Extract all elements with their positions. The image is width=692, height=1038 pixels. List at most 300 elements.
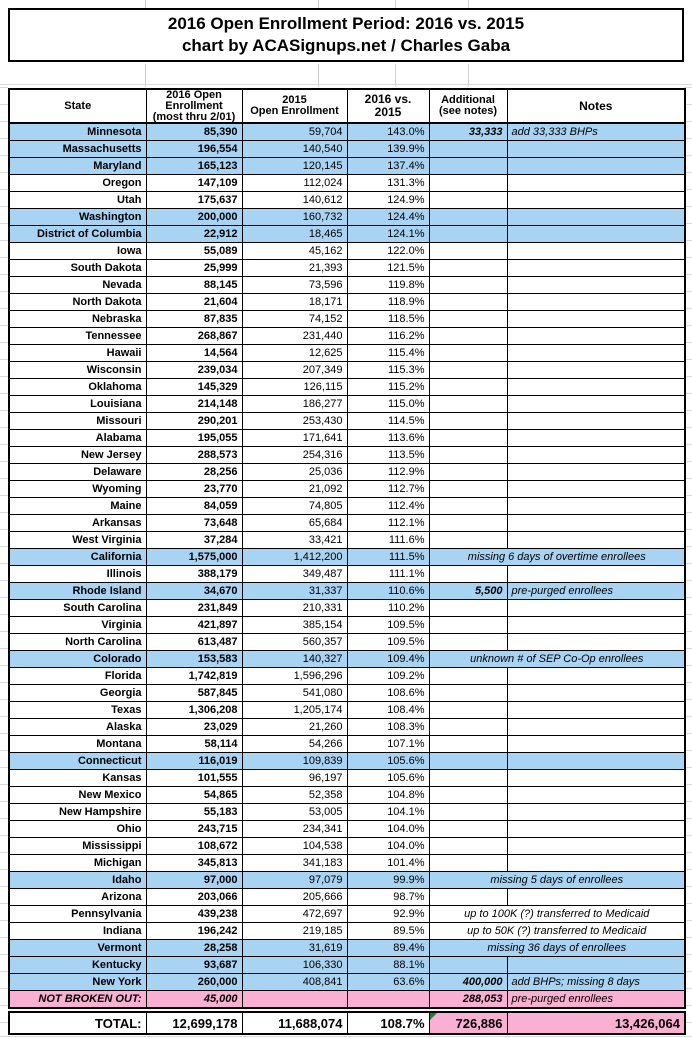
not-broken-out-label: NOT BROKEN OUT: <box>9 991 146 1009</box>
row-new-jersey <box>9 447 685 464</box>
background-gridline <box>318 64 319 87</box>
notes-cell <box>507 277 685 294</box>
notes-cell <box>507 158 685 175</box>
state-cell: Texas <box>9 702 146 719</box>
row-nebraska <box>9 311 685 328</box>
enrollment-2016-cell: 200,000 <box>146 209 242 226</box>
notes-cell <box>507 362 685 379</box>
pct-cell: 104.8% <box>347 787 429 804</box>
notes-cell <box>507 719 685 736</box>
pct-cell: 139.9% <box>347 141 429 158</box>
enrollment-2016-cell: 260,000 <box>146 974 242 991</box>
additional-cell <box>429 668 507 685</box>
row-hawaii <box>9 345 685 362</box>
enrollment-2016-cell: 58,114 <box>146 736 242 753</box>
enrollment-2016-cell: 45,000 <box>146 991 242 1009</box>
row-idaho <box>9 872 685 889</box>
enrollment-2016-cell: 421,897 <box>146 617 242 634</box>
enrollment-2015-cell: 349,487 <box>242 566 347 583</box>
row-ohio <box>9 821 685 838</box>
notes-cell <box>507 753 685 770</box>
total-pct-cell: 108.7% <box>347 1012 429 1034</box>
header-label: (most thru 2/01) <box>152 110 236 123</box>
notes-cell <box>507 855 685 872</box>
pct-cell: 112.7% <box>347 481 429 498</box>
row-california <box>9 549 685 566</box>
notes-cell <box>507 311 685 328</box>
enrollment-2015-cell: 97,079 <box>242 872 347 889</box>
state-cell: West Virginia <box>9 532 146 549</box>
notes-cell <box>507 209 685 226</box>
column-header-2016-enrollment <box>146 89 242 123</box>
pct-cell: 105.6% <box>347 770 429 787</box>
notes-cell <box>507 838 685 855</box>
enrollment-2015-cell: 53,005 <box>242 804 347 821</box>
row-mississippi <box>9 838 685 855</box>
enrollment-2015-cell: 12,625 <box>242 345 347 362</box>
enrollment-2015-cell: 109,839 <box>242 753 347 770</box>
enrollment-2015-cell: 73,596 <box>242 277 347 294</box>
enrollment-2016-cell: 14,564 <box>146 345 242 362</box>
column-header-notes <box>507 89 685 123</box>
row-delaware <box>9 464 685 481</box>
pct-cell: 108.3% <box>347 719 429 736</box>
state-cell: Ohio <box>9 821 146 838</box>
notes-cell <box>507 685 685 702</box>
enrollment-2016-cell: 85,390 <box>146 123 242 141</box>
total-row <box>9 1012 685 1034</box>
enrollment-2016-cell: 28,258 <box>146 940 242 957</box>
notes-cell <box>507 447 685 464</box>
enrollment-2016-cell: 87,835 <box>146 311 242 328</box>
state-cell: California <box>9 549 146 566</box>
pct-cell: 124.1% <box>347 226 429 243</box>
enrollment-2016-cell: 108,672 <box>146 838 242 855</box>
column-header-2016-vs-2015 <box>347 89 429 123</box>
additional-cell <box>429 175 507 192</box>
enrollment-2015-cell: 21,393 <box>242 260 347 277</box>
state-cell: New Mexico <box>9 787 146 804</box>
state-cell: Delaware <box>9 464 146 481</box>
additional-cell <box>429 702 507 719</box>
pct-cell: 143.0% <box>347 123 429 141</box>
additional-cell <box>429 243 507 260</box>
pct-cell: 111.1% <box>347 566 429 583</box>
pct-cell: 115.4% <box>347 345 429 362</box>
enrollment-2016-cell: 55,089 <box>146 243 242 260</box>
additional-cell <box>429 634 507 651</box>
enrollment-2015-cell: 140,540 <box>242 141 347 158</box>
background-gridline <box>395 64 396 87</box>
additional-cell <box>429 787 507 804</box>
state-cell: Iowa <box>9 243 146 260</box>
state-cell: Maryland <box>9 158 146 175</box>
merged-note-cell: unknown # of SEP Co-Op enrollees <box>429 651 685 668</box>
enrollment-2016-cell: 203,066 <box>146 889 242 906</box>
enrollment-2016-cell: 243,715 <box>146 821 242 838</box>
additional-cell <box>429 430 507 447</box>
state-cell: Connecticut <box>9 753 146 770</box>
additional-cell: 5,500 <box>429 583 507 600</box>
state-cell: Rhode Island <box>9 583 146 600</box>
enrollment-2015-cell: 210,331 <box>242 600 347 617</box>
state-cell: Alaska <box>9 719 146 736</box>
additional-cell <box>429 328 507 345</box>
additional-cell <box>429 855 507 872</box>
enrollment-2015-cell: 472,697 <box>242 906 347 923</box>
pct-cell <box>347 991 429 1009</box>
notes-cell <box>507 226 685 243</box>
background-gridline <box>145 64 146 87</box>
state-cell: South Carolina <box>9 600 146 617</box>
pct-cell: 116.2% <box>347 328 429 345</box>
notes-cell <box>507 668 685 685</box>
enrollment-2016-cell: 54,865 <box>146 787 242 804</box>
pct-cell: 109.2% <box>347 668 429 685</box>
row-south-carolina <box>9 600 685 617</box>
pct-cell: 121.5% <box>347 260 429 277</box>
enrollment-2016-cell: 196,242 <box>146 923 242 940</box>
row-missouri <box>9 413 685 430</box>
enrollment-2015-cell: 207,349 <box>242 362 347 379</box>
additional-cell <box>429 464 507 481</box>
total-grand-cell: 13,426,064 <box>507 1012 685 1034</box>
enrollment-2016-cell: 587,845 <box>146 685 242 702</box>
additional-cell <box>429 753 507 770</box>
chart-title-box <box>8 8 684 62</box>
merged-note-cell: up to 100K (?) transferred to Medicaid <box>429 906 685 923</box>
enrollment-2015-cell: 33,421 <box>242 532 347 549</box>
header-label: (see notes) <box>438 105 498 118</box>
state-cell: Missouri <box>9 413 146 430</box>
pct-cell: 118.5% <box>347 311 429 328</box>
additional-cell <box>429 600 507 617</box>
header-label: State <box>64 99 92 112</box>
additional-cell <box>429 294 507 311</box>
enrollment-2016-cell: 231,849 <box>146 600 242 617</box>
enrollment-2015-cell: 253,430 <box>242 413 347 430</box>
state-cell: Tennessee <box>9 328 146 345</box>
additional-cell <box>429 719 507 736</box>
pct-cell: 104.0% <box>347 838 429 855</box>
pct-cell: 124.9% <box>347 192 429 209</box>
additional-cell <box>429 736 507 753</box>
pct-cell: 109.4% <box>347 651 429 668</box>
notes-cell <box>507 957 685 974</box>
row-new-york <box>9 974 685 991</box>
merged-note-cell: missing 6 days of overtime enrollees <box>429 549 685 566</box>
additional-cell <box>429 396 507 413</box>
enrollment-2016-cell: 55,183 <box>146 804 242 821</box>
merged-note-cell: up to 50K (?) transferred to Medicaid <box>429 923 685 940</box>
pct-cell: 92.9% <box>347 906 429 923</box>
column-header-state <box>9 89 146 123</box>
notes-cell <box>507 821 685 838</box>
additional-cell <box>429 277 507 294</box>
pct-cell: 108.6% <box>347 685 429 702</box>
state-cell: Kansas <box>9 770 146 787</box>
notes-cell <box>507 175 685 192</box>
notes-cell: add 33,333 BHPs <box>507 123 685 141</box>
enrollment-2015-cell: 21,260 <box>242 719 347 736</box>
enrollment-2015-cell: 45,162 <box>242 243 347 260</box>
pct-cell: 122.0% <box>347 243 429 260</box>
row-rhode-island <box>9 583 685 600</box>
row-colorado <box>9 651 685 668</box>
pct-cell: 114.5% <box>347 413 429 430</box>
enrollment-2015-cell: 140,327 <box>242 651 347 668</box>
pct-cell: 113.5% <box>347 447 429 464</box>
state-cell: Wyoming <box>9 481 146 498</box>
notes-cell <box>507 328 685 345</box>
enrollment-2016-cell: 439,238 <box>146 906 242 923</box>
enrollment-2015-cell <box>242 991 347 1009</box>
enrollment-2015-cell: 408,841 <box>242 974 347 991</box>
enrollment-2015-cell: 18,171 <box>242 294 347 311</box>
pct-cell: 111.6% <box>347 532 429 549</box>
row-south-dakota <box>9 260 685 277</box>
enrollment-2016-cell: 195,055 <box>146 430 242 447</box>
additional-cell <box>429 498 507 515</box>
row-north-carolina <box>9 634 685 651</box>
row-oklahoma <box>9 379 685 396</box>
additional-cell <box>429 838 507 855</box>
enrollment-2016-cell: 23,029 <box>146 719 242 736</box>
enrollment-2016-cell: 388,179 <box>146 566 242 583</box>
additional-cell <box>429 481 507 498</box>
notes-cell <box>507 566 685 583</box>
pct-cell: 99.9% <box>347 872 429 889</box>
merged-note-cell: missing 36 days of enrollees <box>429 940 685 957</box>
enrollment-2015-cell: 1,596,296 <box>242 668 347 685</box>
additional-cell <box>429 158 507 175</box>
pct-cell: 104.0% <box>347 821 429 838</box>
pct-cell: 111.5% <box>347 549 429 566</box>
enrollment-2016-cell: 290,201 <box>146 413 242 430</box>
state-cell: Minnesota <box>9 123 146 141</box>
state-cell: Montana <box>9 736 146 753</box>
notes-cell <box>507 481 685 498</box>
pct-cell: 104.1% <box>347 804 429 821</box>
enrollment-2016-cell: 165,123 <box>146 158 242 175</box>
enrollment-2015-cell: 21,092 <box>242 481 347 498</box>
enrollment-2015-cell: 112,024 <box>242 175 347 192</box>
state-cell: North Carolina <box>9 634 146 651</box>
pct-cell: 112.1% <box>347 515 429 532</box>
pct-cell: 113.6% <box>347 430 429 447</box>
pct-cell: 115.0% <box>347 396 429 413</box>
row-wyoming <box>9 481 685 498</box>
enrollment-2016-cell: 84,059 <box>146 498 242 515</box>
pct-cell: 107.1% <box>347 736 429 753</box>
total-additional-value: 726,886 <box>455 1015 503 1031</box>
state-cell: Massachusetts <box>9 141 146 158</box>
enrollment-2015-cell: 140,612 <box>242 192 347 209</box>
enrollment-2016-cell: 21,604 <box>146 294 242 311</box>
enrollment-table <box>8 88 686 1009</box>
notes-cell <box>507 498 685 515</box>
pct-cell: 108.4% <box>347 702 429 719</box>
row-michigan <box>9 855 685 872</box>
state-cell: Alabama <box>9 430 146 447</box>
enrollment-2016-cell: 288,573 <box>146 447 242 464</box>
total-label: TOTAL: <box>9 1012 146 1034</box>
pct-cell: 124.4% <box>347 209 429 226</box>
notes-cell <box>507 702 685 719</box>
additional-cell <box>429 192 507 209</box>
column-header-2015-enrollment <box>242 89 347 123</box>
row-west-virginia <box>9 532 685 549</box>
enrollment-2015-cell: 25,036 <box>242 464 347 481</box>
pct-cell: 137.4% <box>347 158 429 175</box>
state-cell: Wisconsin <box>9 362 146 379</box>
state-cell: Florida <box>9 668 146 685</box>
state-cell: Indiana <box>9 923 146 940</box>
additional-cell <box>429 515 507 532</box>
state-cell: Arkansas <box>9 515 146 532</box>
state-cell: New Jersey <box>9 447 146 464</box>
notes-cell <box>507 345 685 362</box>
additional-cell <box>429 821 507 838</box>
row-indiana <box>9 923 685 940</box>
row-nevada <box>9 277 685 294</box>
enrollment-2015-cell: 126,115 <box>242 379 347 396</box>
notes-cell <box>507 379 685 396</box>
notes-cell <box>507 736 685 753</box>
enrollment-2015-cell: 171,641 <box>242 430 347 447</box>
enrollment-2015-cell: 96,197 <box>242 770 347 787</box>
state-cell: New York <box>9 974 146 991</box>
notes-cell <box>507 141 685 158</box>
notes-cell <box>507 787 685 804</box>
enrollment-2016-cell: 1,575,000 <box>146 549 242 566</box>
header-label: Notes <box>579 98 613 113</box>
header-row <box>9 89 685 123</box>
enrollment-2016-cell: 268,867 <box>146 328 242 345</box>
enrollment-2015-cell: 234,341 <box>242 821 347 838</box>
enrollment-2015-cell: 74,805 <box>242 498 347 515</box>
additional-cell: 400,000 <box>429 974 507 991</box>
enrollment-2016-cell: 73,648 <box>146 515 242 532</box>
additional-cell <box>429 311 507 328</box>
enrollment-2016-cell: 1,742,819 <box>146 668 242 685</box>
notes-cell <box>507 243 685 260</box>
state-cell: Colorado <box>9 651 146 668</box>
state-cell: Pennsylvania <box>9 906 146 923</box>
notes-cell <box>507 804 685 821</box>
background-gridline <box>318 0 319 8</box>
enrollment-2015-cell: 1,412,200 <box>242 549 347 566</box>
row-louisiana <box>9 396 685 413</box>
enrollment-2016-cell: 147,109 <box>146 175 242 192</box>
notes-cell <box>507 532 685 549</box>
enrollment-2015-cell: 541,080 <box>242 685 347 702</box>
enrollment-2015-cell: 31,619 <box>242 940 347 957</box>
notes-cell <box>507 600 685 617</box>
additional-cell <box>429 413 507 430</box>
additional-cell <box>429 770 507 787</box>
notes-cell <box>507 770 685 787</box>
additional-cell <box>429 889 507 906</box>
pct-cell: 63.6% <box>347 974 429 991</box>
notes-cell <box>507 430 685 447</box>
state-cell: Arizona <box>9 889 146 906</box>
pct-cell: 109.5% <box>347 617 429 634</box>
enrollment-2015-cell: 54,266 <box>242 736 347 753</box>
row-district-of-columbia <box>9 226 685 243</box>
background-gridline <box>395 0 396 8</box>
total-row-table <box>8 1011 686 1035</box>
chart-title-line2: chart by ACASignups.net / Charles Gaba <box>181 36 511 55</box>
additional-cell <box>429 226 507 243</box>
additional-cell: 288,053 <box>429 991 507 1009</box>
enrollment-2015-cell: 560,357 <box>242 634 347 651</box>
row-maine <box>9 498 685 515</box>
enrollment-2015-cell: 59,704 <box>242 123 347 141</box>
state-cell: Maine <box>9 498 146 515</box>
enrollment-2016-cell: 88,145 <box>146 277 242 294</box>
notes-cell <box>507 413 685 430</box>
notes-cell <box>507 260 685 277</box>
enrollment-2015-cell: 231,440 <box>242 328 347 345</box>
state-cell: Nevada <box>9 277 146 294</box>
pct-cell: 115.2% <box>347 379 429 396</box>
row-vermont <box>9 940 685 957</box>
state-cell: Illinois <box>9 566 146 583</box>
column-header-additional <box>429 89 507 123</box>
row-montana <box>9 736 685 753</box>
row-kentucky <box>9 957 685 974</box>
enrollment-2016-cell: 1,306,208 <box>146 702 242 719</box>
pct-cell: 131.3% <box>347 175 429 192</box>
pct-cell: 112.4% <box>347 498 429 515</box>
left-margin-gridlines <box>0 87 8 1038</box>
state-cell: District of Columbia <box>9 226 146 243</box>
state-cell: Idaho <box>9 872 146 889</box>
pct-cell: 110.6% <box>347 583 429 600</box>
row-massachusetts <box>9 141 685 158</box>
background-gridline <box>0 1036 692 1037</box>
enrollment-2016-cell: 22,912 <box>146 226 242 243</box>
background-gridline <box>145 0 146 8</box>
notes-cell <box>507 634 685 651</box>
notes-cell: pre-purged enrollees <box>507 583 685 600</box>
notes-cell <box>507 396 685 413</box>
enrollment-2015-cell: 341,183 <box>242 855 347 872</box>
enrollment-2016-cell: 28,256 <box>146 464 242 481</box>
pct-cell: 98.7% <box>347 889 429 906</box>
row-georgia <box>9 685 685 702</box>
enrollment-2016-cell: 25,999 <box>146 260 242 277</box>
enrollment-2016-cell: 153,583 <box>146 651 242 668</box>
enrollment-2015-cell: 254,316 <box>242 447 347 464</box>
header-label: Open Enrollment <box>250 105 339 118</box>
row-connecticut <box>9 753 685 770</box>
row-alaska <box>9 719 685 736</box>
enrollment-2015-cell: 74,152 <box>242 311 347 328</box>
notes-cell <box>507 192 685 209</box>
total-additional-cell <box>429 1012 507 1034</box>
background-gridline <box>468 0 469 8</box>
enrollment-2015-cell: 31,337 <box>242 583 347 600</box>
enrollment-2016-cell: 116,019 <box>146 753 242 770</box>
pct-cell: 119.8% <box>347 277 429 294</box>
notes-cell <box>507 889 685 906</box>
enrollment-2016-cell: 239,034 <box>146 362 242 379</box>
header-label: 2016 Open <box>166 89 222 101</box>
total-2016-cell: 12,699,178 <box>146 1012 242 1034</box>
additional-cell <box>429 617 507 634</box>
